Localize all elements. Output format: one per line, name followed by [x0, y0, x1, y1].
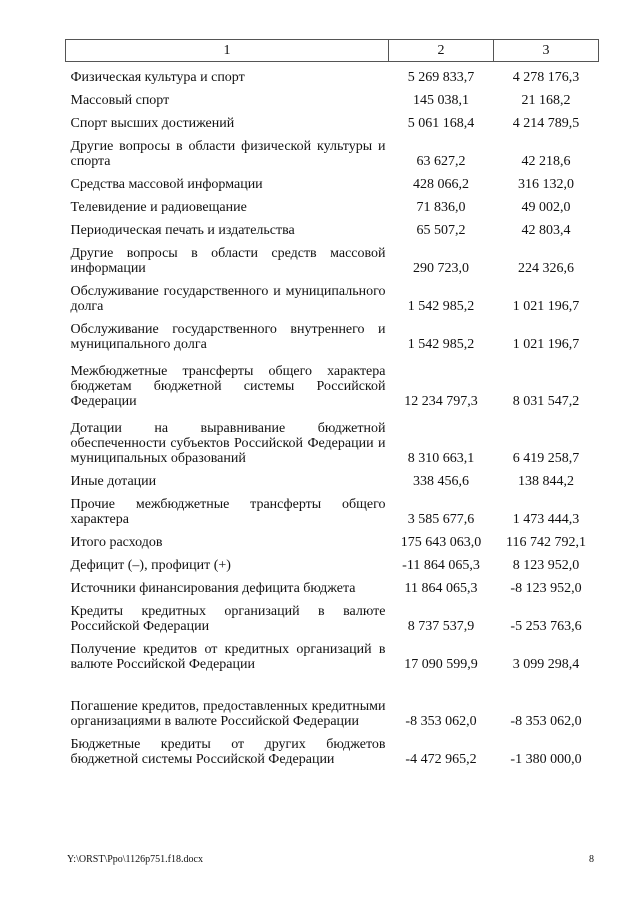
table-row [66, 573, 599, 596]
table-row [66, 131, 599, 169]
row-name: Дефицит (–), профицит (+) [70, 557, 231, 573]
row-value-col3: 6 419 258,7 [512, 450, 580, 466]
row-value-col2: 428 066,2 [413, 176, 469, 192]
row-value-col3: 316 132,0 [518, 176, 574, 192]
row-name: Итого расходов [70, 534, 163, 550]
table-row [66, 596, 599, 634]
table-row [66, 352, 599, 409]
budget-table [65, 39, 599, 767]
row-value-col3: 116 742 792,1 [506, 534, 586, 550]
row-name: Дотации на выравнивание бюджетной обеспеченности субъектов Российской Федерации и муниципальных образований [70, 420, 386, 466]
row-value-col2: 11 864 065,3 [404, 580, 478, 596]
row-name: Физическая культура и спорт [70, 69, 245, 85]
row-value-col3: -1 380 000,0 [510, 751, 582, 767]
row-value-col3: -5 253 763,6 [510, 618, 582, 634]
row-name: Источники финансирования дефицита бюджета [70, 580, 356, 596]
table-row [66, 634, 599, 672]
row-name: Погашение кредитов, предоставленных кредитными организациями в валюте Российской Федерации [70, 698, 386, 729]
row-value-col3: 1 021 196,7 [512, 336, 580, 352]
row-name: Межбюджетные трансферты общего характера бюджетам бюджетной системы Российской Федерации [70, 363, 386, 409]
row-name: Бюджетные кредиты от других бюджетов бюджетной системы Российской Федерации [70, 736, 386, 767]
row-value-col3: 42 218,6 [521, 153, 571, 169]
row-value-col3: 42 803,4 [521, 222, 571, 238]
row-value-col3: 3 099 298,4 [512, 656, 580, 672]
row-value-col3: 8 123 952,0 [512, 557, 580, 573]
column-header-1: 1 [66, 40, 389, 62]
table-row [66, 215, 599, 238]
row-value-col2: 5 269 833,7 [407, 69, 475, 85]
row-name: Телевидение и радиовещание [70, 199, 247, 215]
row-name: Периодическая печать и издательства [70, 222, 295, 238]
row-name: Кредиты кредитных организаций в валюте Российской Федерации [70, 603, 386, 634]
row-value-col2: 290 723,0 [413, 260, 469, 276]
row-name: Спорт высших достижений [70, 115, 235, 131]
row-value-col3: 1 021 196,7 [512, 298, 580, 314]
row-value-col2: 65 507,2 [416, 222, 466, 238]
table-row [66, 550, 599, 573]
row-value-col3: 49 002,0 [521, 199, 571, 215]
row-name: Другие вопросы в области средств массовой информации [70, 245, 386, 276]
table-row [66, 276, 599, 314]
row-value-col2: 145 038,1 [413, 92, 469, 108]
table-row [66, 314, 599, 352]
row-value-col2: 1 542 985,2 [407, 298, 475, 314]
row-value-col2: 3 585 677,6 [407, 511, 475, 527]
row-value-col3: -8 123 952,0 [510, 580, 582, 596]
row-name: Получение кредитов от кредитных организаций в валюте Российской Федерации [70, 641, 386, 672]
table-header-row [66, 40, 599, 62]
row-value-col3: -8 353 062,0 [510, 713, 582, 729]
column-header-2: 2 [389, 40, 494, 62]
row-value-col2: 8 310 663,1 [407, 450, 475, 466]
row-name: Другие вопросы в области физической культуры и спорта [70, 138, 386, 169]
table-row [66, 527, 599, 550]
row-value-col3: 1 473 444,3 [512, 511, 580, 527]
row-name: Средства массовой информации [70, 176, 263, 192]
table-row [66, 466, 599, 489]
table-row [66, 672, 599, 729]
table-row [66, 62, 599, 85]
table-row [66, 169, 599, 192]
row-value-col2: -4 472 965,2 [405, 751, 477, 767]
page-number: 8 [589, 854, 594, 865]
budget-table-container [65, 39, 598, 767]
row-name: Прочие межбюджетные трансферты общего характера [70, 496, 386, 527]
table-row [66, 729, 599, 767]
row-value-col2: 5 061 168,4 [407, 115, 475, 131]
row-value-col3: 8 031 547,2 [512, 393, 580, 409]
row-value-col2: 12 234 797,3 [404, 393, 478, 409]
table-row [66, 238, 599, 276]
table-row [66, 489, 599, 527]
footer-file-path: Y:\ORST\Ppo\1126p751.f18.docx [67, 854, 203, 865]
row-name: Обслуживание государственного и муниципального долга [70, 283, 386, 314]
row-value-col3: 4 214 789,5 [512, 115, 580, 131]
row-value-col2: -8 353 062,0 [405, 713, 477, 729]
row-value-col2: 63 627,2 [416, 153, 466, 169]
row-value-col2: 17 090 599,9 [404, 656, 478, 672]
row-name: Обслуживание государственного внутреннего и муниципального долга [70, 321, 386, 352]
table-row [66, 108, 599, 131]
row-name: Иные дотации [70, 473, 157, 489]
row-value-col2: 338 456,6 [413, 473, 469, 489]
row-value-col3: 21 168,2 [521, 92, 571, 108]
row-value-col2: 1 542 985,2 [407, 336, 475, 352]
table-row [66, 192, 599, 215]
row-value-col2: 175 643 063,0 [400, 534, 482, 550]
row-value-col3: 138 844,2 [518, 473, 574, 489]
row-value-col3: 224 326,6 [518, 260, 574, 276]
row-value-col2: 8 737 537,9 [407, 618, 475, 634]
row-value-col3: 4 278 176,3 [512, 69, 580, 85]
column-header-3: 3 [494, 40, 599, 62]
table-row [66, 409, 599, 466]
row-value-col2: 71 836,0 [416, 199, 466, 215]
table-row [66, 85, 599, 108]
row-value-col2: -11 864 065,3 [402, 557, 480, 573]
row-name: Массовый спорт [70, 92, 170, 108]
